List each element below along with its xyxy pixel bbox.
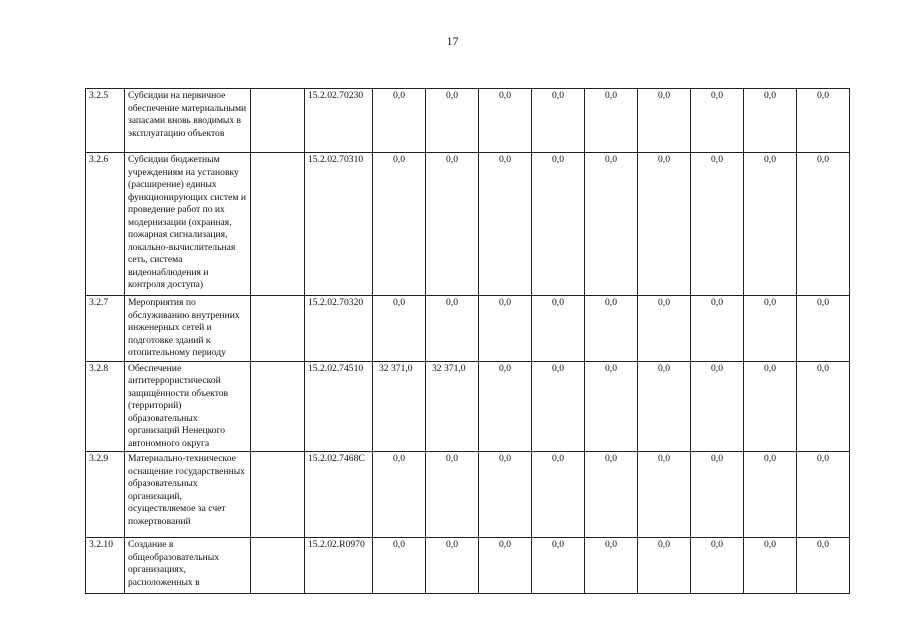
row-value: 0,0 <box>744 361 797 452</box>
table-row <box>86 89 850 153</box>
row-executor <box>251 361 305 452</box>
row-value: 0,0 <box>532 296 585 362</box>
row-name: Материально-техническое оснащение государственных образовательных организаций, осуществляемое за счет пожертвований <box>125 452 251 538</box>
table-row <box>86 361 850 452</box>
row-value: 0,0 <box>532 361 585 452</box>
row-code: 15.2.02.R0970 <box>305 538 373 594</box>
row-value: 0,0 <box>797 153 850 296</box>
row-value: 0,0 <box>585 538 638 594</box>
row-code: 15.2.02.74510 <box>305 361 373 452</box>
row-executor <box>251 452 305 538</box>
table-row <box>86 452 850 538</box>
row-name: Создание в общеобразовательных организациях, расположенных в <box>125 538 251 594</box>
row-value: 0,0 <box>585 296 638 362</box>
row-executor <box>251 296 305 362</box>
row-value: 0,0 <box>585 361 638 452</box>
row-code: 15.2.02.7468С <box>305 452 373 538</box>
row-value: 0,0 <box>797 452 850 538</box>
row-value: 0,0 <box>691 89 744 153</box>
row-value: 0,0 <box>638 538 691 594</box>
row-name: Мероприятия по обслуживанию внутренних инженерных сетей и подготовке зданий к отопительному периоду <box>125 296 251 362</box>
row-value: 0,0 <box>744 538 797 594</box>
row-value: 0,0 <box>691 452 744 538</box>
row-value: 0,0 <box>479 89 532 153</box>
table-body <box>86 89 850 594</box>
row-value: 0,0 <box>373 538 426 594</box>
row-value: 0,0 <box>373 296 426 362</box>
row-number: 3.2.7 <box>86 296 125 362</box>
row-number: 3.2.5 <box>86 89 125 153</box>
row-value: 0,0 <box>373 452 426 538</box>
row-value: 0,0 <box>479 153 532 296</box>
row-value: 0,0 <box>479 538 532 594</box>
row-value: 0,0 <box>585 89 638 153</box>
row-executor <box>251 89 305 153</box>
row-code: 15.2.02.70310 <box>305 153 373 296</box>
table-row <box>86 538 850 594</box>
row-value: 0,0 <box>585 452 638 538</box>
row-executor <box>251 538 305 594</box>
row-value: 0,0 <box>797 89 850 153</box>
row-value: 32 371,0 <box>373 361 426 452</box>
budget-table <box>85 88 850 594</box>
row-value: 0,0 <box>691 361 744 452</box>
row-value: 0,0 <box>638 452 691 538</box>
page-number: 17 <box>446 34 459 48</box>
row-executor <box>251 153 305 296</box>
table-row <box>86 153 850 296</box>
row-value: 0,0 <box>691 538 744 594</box>
row-value: 0,0 <box>426 153 479 296</box>
row-value: 0,0 <box>797 538 850 594</box>
row-name: Субсидии бюджетным учреждениям на установку (расширение) единых функционирующих систем и проведение работ по их модернизации (охранная, пожарная сигнализация, локально-вычислительная сеть, система видеонаблюдения и контроля доступа) <box>125 153 251 296</box>
row-value: 0,0 <box>691 153 744 296</box>
row-code: 15.2.02.70230 <box>305 89 373 153</box>
row-value: 0,0 <box>532 452 585 538</box>
row-value: 0,0 <box>797 361 850 452</box>
row-value: 0,0 <box>638 89 691 153</box>
table-row <box>86 296 850 362</box>
row-value: 0,0 <box>691 296 744 362</box>
row-name: Обеспечение антитеррористической защищённости объектов (территорий) образовательных организаций Ненецкого автономного округа <box>125 361 251 452</box>
row-value: 0,0 <box>479 452 532 538</box>
row-value: 0,0 <box>744 452 797 538</box>
row-value: 0,0 <box>585 153 638 296</box>
row-value: 0,0 <box>373 89 426 153</box>
row-number: 3.2.9 <box>86 452 125 538</box>
row-code: 15.2.02.70320 <box>305 296 373 362</box>
row-value: 0,0 <box>373 153 426 296</box>
row-value: 0,0 <box>797 296 850 362</box>
row-value: 0,0 <box>532 89 585 153</box>
row-value: 32 371,0 <box>426 361 479 452</box>
row-value: 0,0 <box>532 153 585 296</box>
row-value: 0,0 <box>638 153 691 296</box>
row-value: 0,0 <box>638 361 691 452</box>
row-value: 0,0 <box>532 538 585 594</box>
row-value: 0,0 <box>479 296 532 362</box>
row-number: 3.2.6 <box>86 153 125 296</box>
row-number: 3.2.8 <box>86 361 125 452</box>
row-value: 0,0 <box>426 452 479 538</box>
row-value: 0,0 <box>744 89 797 153</box>
row-value: 0,0 <box>426 538 479 594</box>
row-value: 0,0 <box>426 296 479 362</box>
row-value: 0,0 <box>638 296 691 362</box>
row-value: 0,0 <box>426 89 479 153</box>
row-value: 0,0 <box>744 296 797 362</box>
row-value: 0,0 <box>744 153 797 296</box>
row-value: 0,0 <box>479 361 532 452</box>
row-name: Субсидии на первичное обеспечение материальными запасами вновь вводимых в эксплуатацию объектов <box>125 89 251 153</box>
row-number: 3.2.10 <box>86 538 125 594</box>
